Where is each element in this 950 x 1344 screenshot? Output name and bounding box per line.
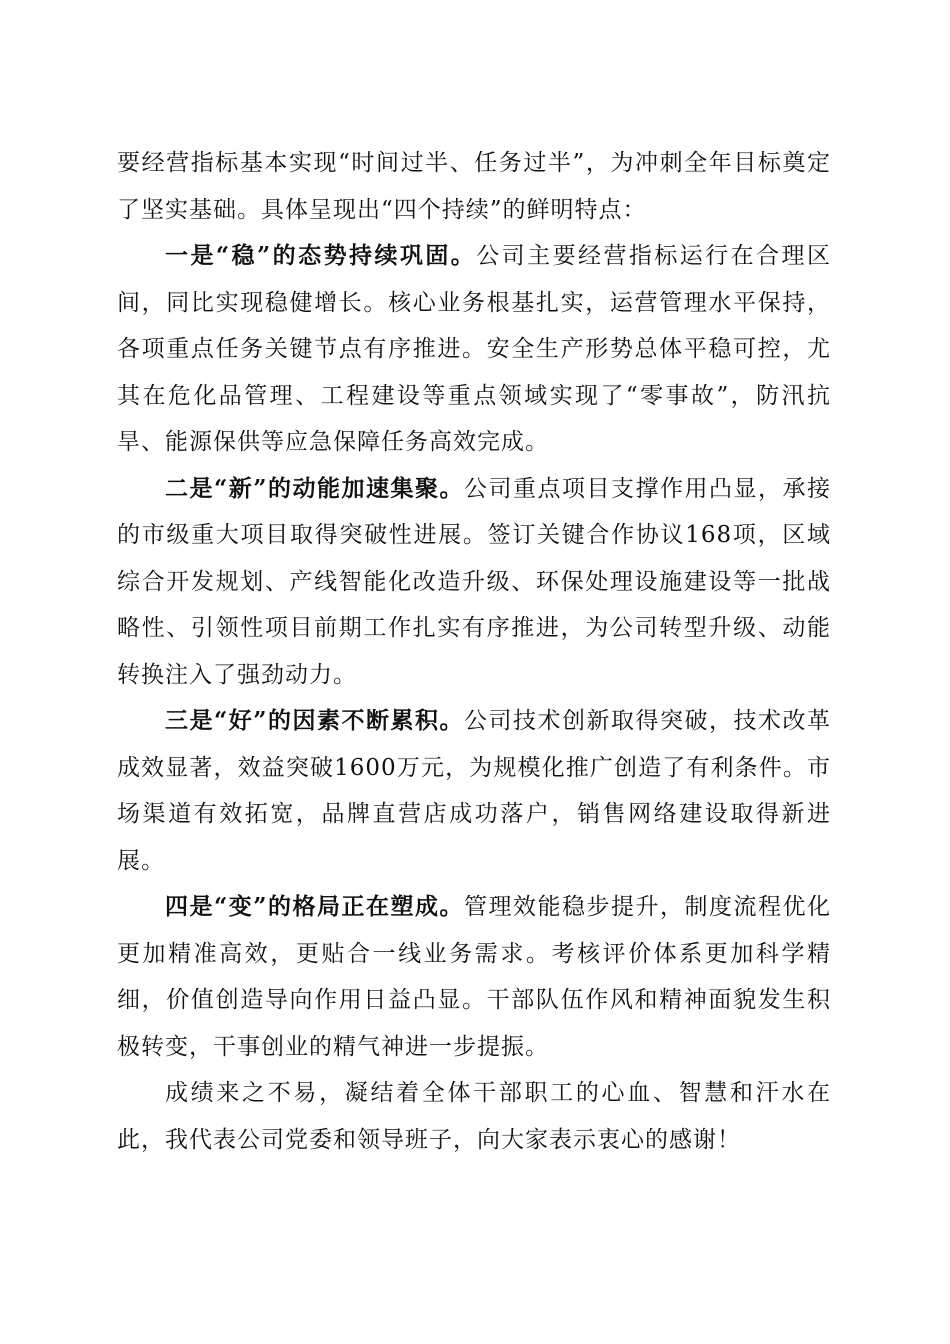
paragraph-text: 公司技术创新取得突破，技术改革成效显著，效益突破1600万元，为规模化推广创造了有利条件。市场渠道有效拓宽，品牌直营店成功落户，销售网络建设取得新进展。	[117, 708, 832, 874]
document-body	[117, 140, 831, 1163]
paragraph-text: 成绩来之不易，凝结着全体干部职工的心血、智慧和汗水在此，我代表公司党委和领导班子，向大家表示衷心的感谢！	[117, 1080, 831, 1153]
paragraph-lead: 一是“稳”的态势持续巩固。	[165, 242, 477, 269]
paragraph-lead: 三是“好”的因素不断累积。	[165, 707, 464, 734]
paragraph-text: 公司主要经营指标运行在合理区间，同比实现稳健增长。核心业务根基扎实，运营管理水平保持，各项重点任务关键节点有序推进。安全生产形势总体平稳可控，尤其在危化品管理、工程建设等重点领域实现了“零事故”，防汛抗旱、能源保供等应急保障任务高效完成。	[117, 243, 832, 455]
paragraph-good-factors	[117, 698, 831, 884]
paragraph-thanks	[117, 1070, 831, 1163]
paragraph-lead: 四是“变”的格局正在塑成。	[165, 893, 464, 920]
paragraph-lead: 二是“新”的动能加速集聚。	[165, 474, 464, 502]
paragraph-text: 要经营指标基本实现“时间过半、任务过半”，为冲刺全年目标奠定了坚实基础。具体呈现出“四个持续”的鲜明特点：	[117, 150, 831, 223]
paragraph-stability	[117, 233, 831, 466]
paragraph-text: 管理效能稳步提升，制度流程优化更加精准高效，更贴合一线业务需求。考核评价体系更加科学精细，价值创造导向作用日益凸显。干部队伍作风和精神面貌发生积极转变，干事创业的精气神进一步提振。	[117, 894, 832, 1060]
paragraph-change	[117, 884, 831, 1070]
paragraph-intro	[117, 140, 831, 233]
paragraph-text: 公司重点项目支撑作用凸显，承接的市级重大项目取得突破性进展。签订关键合作协议168项，区域综合开发规划、产线智能化改造升级、环保处理设施建设等一批战略性、引领性项目前期工作扎实有序推进，为公司转型升级、动能转换注入了强劲动力。	[117, 475, 832, 688]
paragraph-new-momentum	[117, 466, 831, 699]
